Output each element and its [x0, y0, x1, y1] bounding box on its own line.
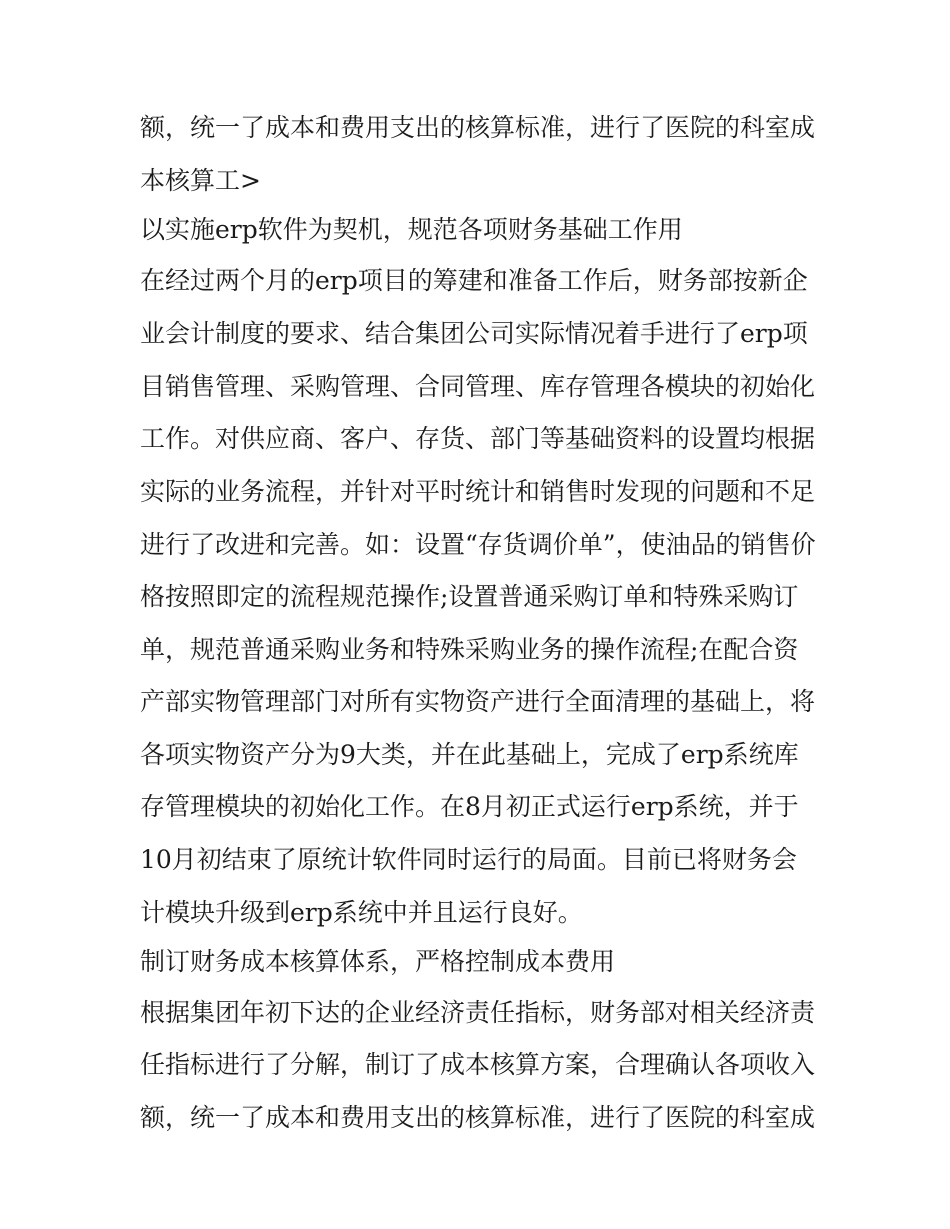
- section-heading: 以实施erp软件为契机，规范各项财务基础工作用: [140, 215, 683, 244]
- text-line: 业会计制度的要求、结合集团公司实际情况着手进行了erp项: [140, 319, 808, 348]
- text-line: 计模块升级到erp系统中并且运行良好。: [140, 898, 583, 927]
- text-line: 进行了改进和完善。如：设置“存货调价单”，使油品的销售价: [140, 530, 816, 559]
- text-line: 各项实物资产分为9大类，并在此基础上，完成了erp系统库: [140, 740, 799, 769]
- text-line: 本核算工>: [140, 166, 261, 195]
- text-line: 额，统一了成本和费用支出的核算标准，进行了医院的科室成: [140, 1103, 816, 1132]
- text-line: 单，规范普通采购业务和特殊采购业务的操作流程;在配合资: [140, 635, 799, 664]
- text-line: 10月初结束了原统计软件同时运行的局面。目前已将财务会: [140, 845, 797, 874]
- text-line: 额，统一了成本和费用支出的核算标准，进行了医院的科室成: [140, 113, 816, 142]
- text-line: 任指标进行了分解，制订了成本核算方案，合理确认各项收入: [140, 1050, 816, 1079]
- text-line: 实际的业务流程，并针对平时统计和销售时发现的问题和不足: [140, 477, 816, 506]
- text-line: 根据集团年初下达的企业经济责任指标，财务部对相关经济责: [140, 998, 816, 1027]
- section-heading: 制订财务成本核算体系，严格控制成本费用: [140, 947, 616, 976]
- text-line: 工作。对供应商、客户、存货、部门等基础资料的设置均根据: [140, 424, 816, 453]
- text-line: 目销售管理、采购管理、合同管理、库存管理各模块的初始化: [140, 372, 816, 401]
- text-line: 存管理模块的初始化工作。在8月初正式运行erp系统，并于: [140, 792, 799, 821]
- text-line: 在经过两个月的erp项目的筹建和准备工作后，财务部按新企: [140, 266, 808, 295]
- text-line: 格按照即定的流程规范操作;设置普通采购订单和特殊采购订: [140, 582, 799, 611]
- text-line: 产部实物管理部门对所有实物资产进行全面清理的基础上，将: [140, 687, 816, 716]
